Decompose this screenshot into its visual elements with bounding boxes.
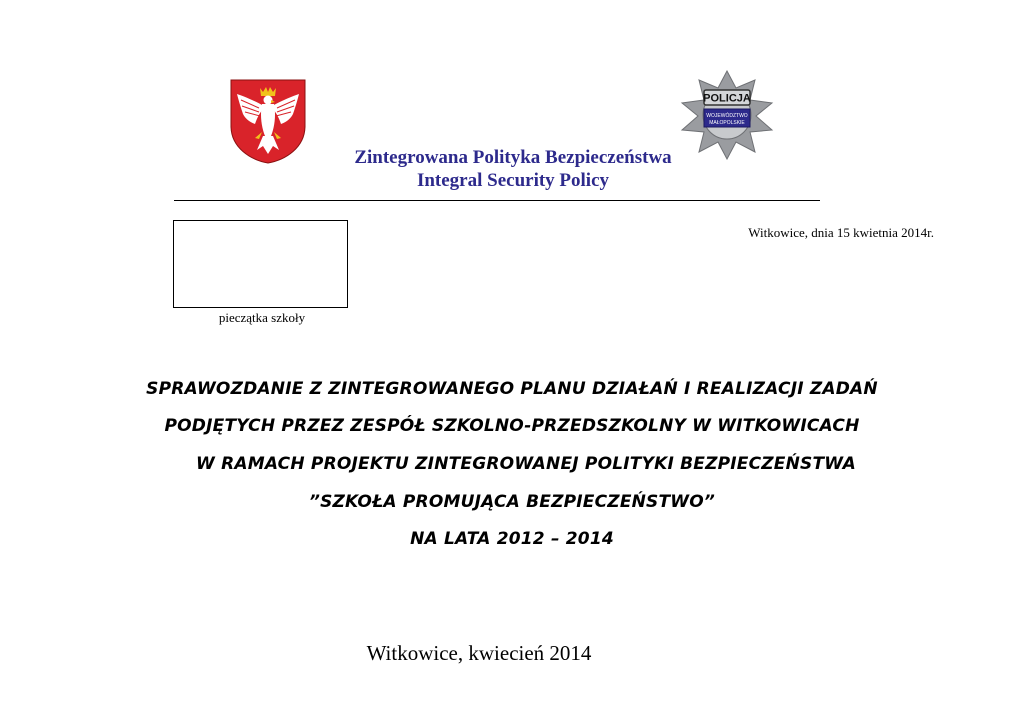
report-title-line-1: SPRAWOZDANIE Z ZINTEGROWANEGO PLANU DZIAŁAŃ I REALIZACJI ZADAŃ	[146, 379, 878, 399]
header-divider	[174, 200, 820, 201]
school-stamp-box	[173, 220, 348, 308]
report-title-line-3: W RAMACH PROJEKTU ZINTEGROWANEJ POLITYKI BEZPIECZEŃSTWA	[196, 454, 856, 474]
report-title-line-5: NA LATA 2012 – 2014	[410, 529, 614, 549]
police-badge-top-text: POLICJA	[703, 92, 751, 105]
document-date: Witkowice, dnia 15 kwietnia 2014r.	[748, 225, 934, 240]
police-badge-bottom-text-2: MAŁOPOLSKIE	[709, 120, 745, 126]
police-badge-bottom-text-1: WOJEWÓDZTWO	[706, 113, 748, 119]
footer-place-date: Witkowice, kwiecień 2014	[366, 641, 592, 665]
police-badge-logo	[680, 70, 774, 160]
header-title-polish: Zintegrowana Polityka Bezpieczeństwa	[354, 147, 672, 168]
header-title-english: Integral Security Policy	[416, 170, 610, 191]
school-stamp-label: pieczątka szkoły	[218, 310, 306, 325]
report-title-line-4: ”SZKOŁA PROMUJĄCA BEZPIECZEŃSTWO”	[308, 492, 716, 512]
report-title-line-2: PODJĘTYCH PRZEZ ZESPÓŁ SZKOLNO-PRZEDSZKOLNY W WITKOWICACH	[164, 416, 860, 436]
coat-of-arms-logo	[229, 78, 307, 164]
